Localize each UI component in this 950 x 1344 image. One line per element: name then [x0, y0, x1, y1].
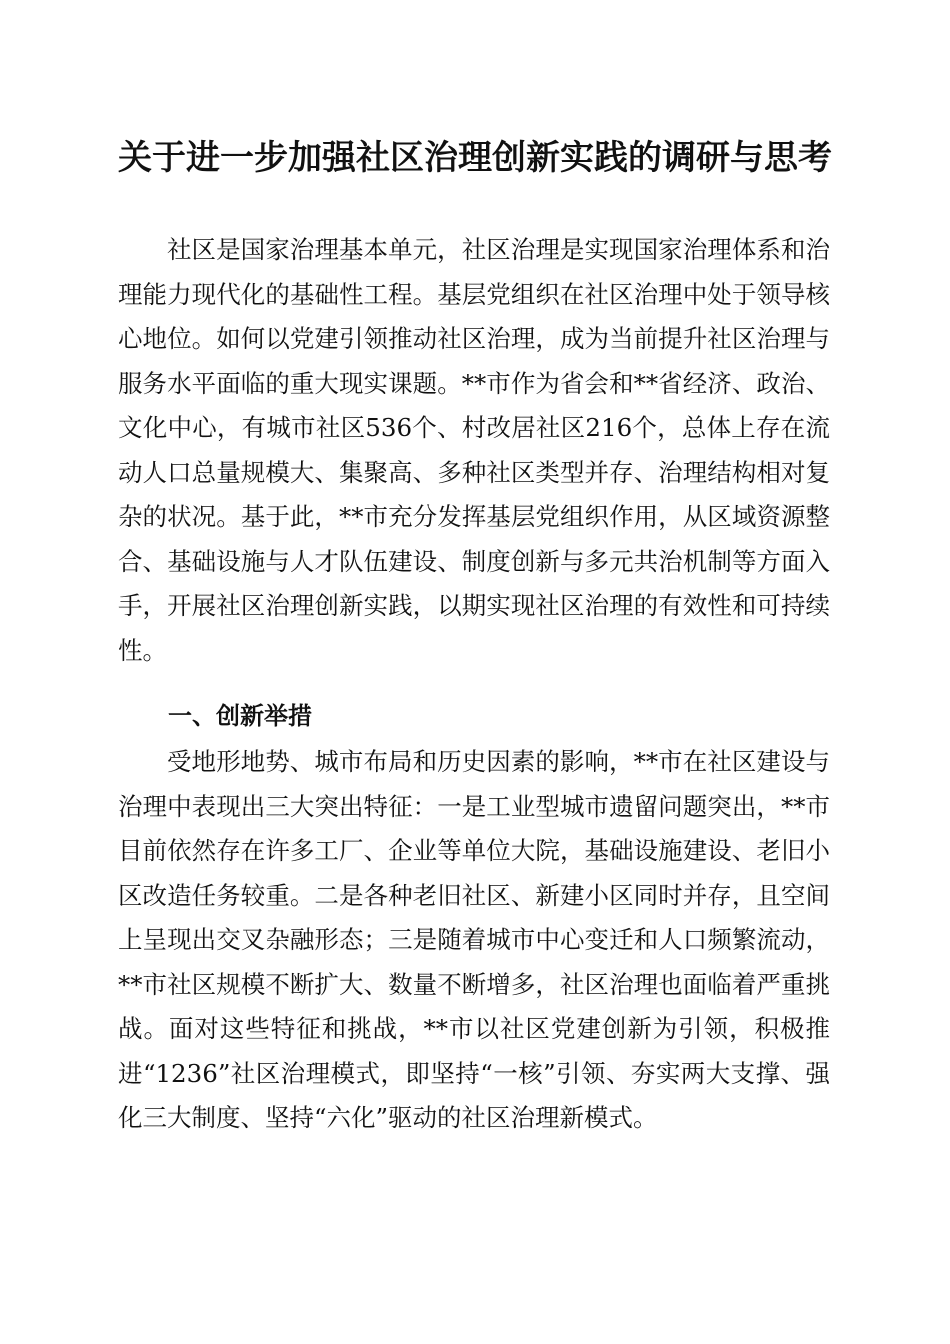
intro-paragraph: 社区是国家治理基本单元，社区治理是实现国家治理体系和治理能力现代化的基础性工程。基层党组织在社区治理中处于领导核心地位。如何以党建引领推动社区治理，成为当前提升社区治理与服务水平面临的重大现实课题。**市作为省会和**省经济、政治、文化中心，有城市社区536个、村改居社区216个，总体上存在流动人口总量规模大、集聚高、多种社区类型并存、治理结构相对复杂的状况。基于此，**市充分发挥基层党组织作用，从区域资源整合、基础设施与人才队伍建设、制度创新与多元共治机制等方面入手，开展社区治理创新实践，以期实现社区治理的有效性和可持续性。 — [118, 235, 830, 665]
document-title: 关于进一步加强社区治理创新实践的调研与思考 — [118, 138, 832, 178]
measures-paragraph-block — [118, 740, 830, 1141]
section-heading: 一、创新举措 — [168, 702, 312, 730]
measures-paragraph: 受地形地势、城市布局和历史因素的影响，**市在社区建设与治理中表现出三大突出特征：一是工业型城市遗留问题突出，**市目前依然存在许多工厂、企业等单位大院，基础设施建设、老旧小区改造任务较重。二是各种老旧社区、新建小区同时并存，且空间上呈现出交叉杂融形态；三是随着城市中心变迁和人口频繁流动，**市社区规模不断扩大、数量不断增多，社区治理也面临着严重挑战。面对这些特征和挑战，**市以社区党建创新为引领，积极推进“1236”社区治理模式，即坚持“一核”引领、夯实两大支撑、强化三大制度、坚持“六化”驱动的社区治理新模式。 — [118, 747, 830, 1132]
intro-paragraph-block — [118, 228, 830, 673]
